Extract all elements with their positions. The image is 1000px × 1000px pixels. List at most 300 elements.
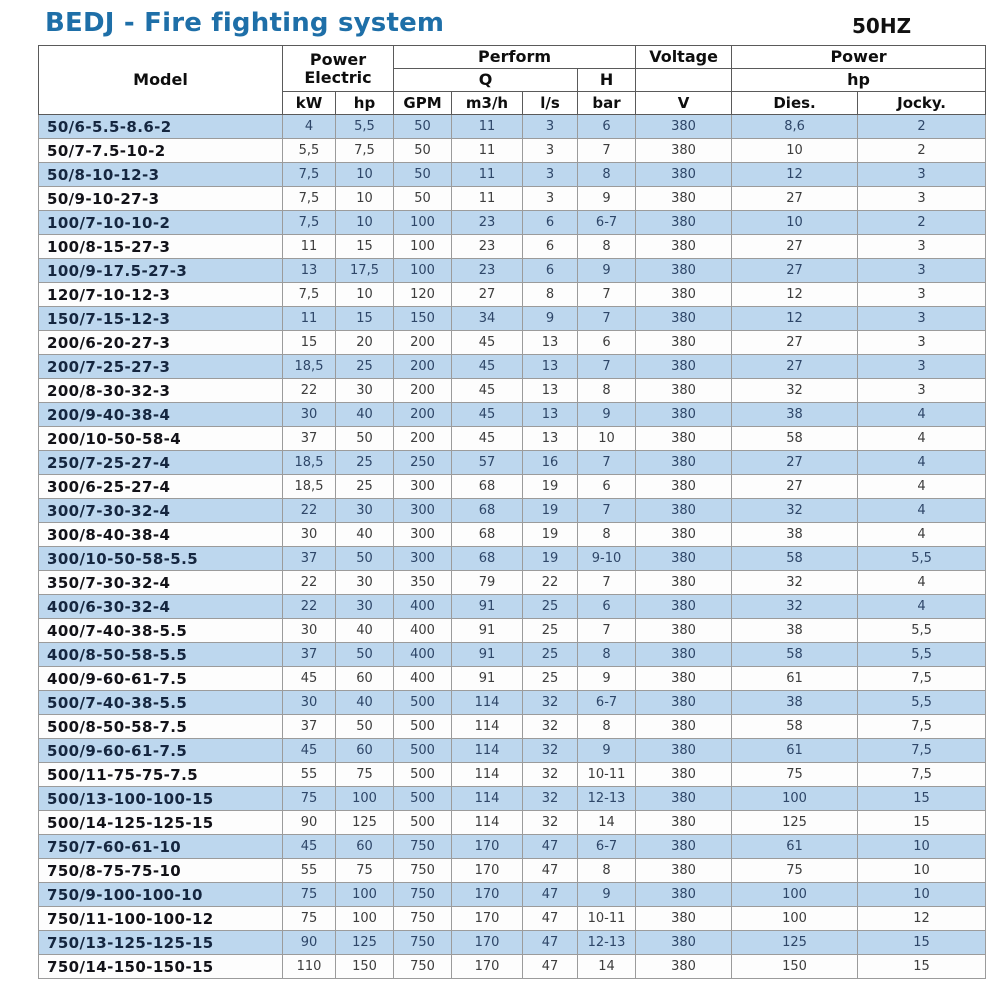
cell-value: 22 xyxy=(283,379,336,403)
cell-value: 380 xyxy=(636,835,732,859)
cell-value: 3 xyxy=(858,187,986,211)
cell-value: 10 xyxy=(732,139,858,163)
cell-model: 750/11-100-100-12 xyxy=(39,907,283,931)
cell-value: 15 xyxy=(858,955,986,979)
cell-value: 380 xyxy=(636,115,732,139)
cell-value: 68 xyxy=(452,523,523,547)
cell-value: 6 xyxy=(578,331,636,355)
cell-value: 380 xyxy=(636,163,732,187)
cell-value: 350 xyxy=(394,571,452,595)
cell-value: 40 xyxy=(336,523,394,547)
cell-value: 61 xyxy=(732,835,858,859)
col-header-kw: kW xyxy=(283,92,336,115)
cell-value: 27 xyxy=(732,187,858,211)
cell-value: 50 xyxy=(336,715,394,739)
cell-value: 5,5 xyxy=(858,643,986,667)
cell-value: 19 xyxy=(523,499,578,523)
cell-value: 2 xyxy=(858,115,986,139)
cell-value: 12 xyxy=(858,907,986,931)
cell-value: 27 xyxy=(732,235,858,259)
cell-value: 30 xyxy=(336,571,394,595)
cell-value: 37 xyxy=(283,547,336,571)
table-row xyxy=(39,811,986,835)
cell-value: 47 xyxy=(523,955,578,979)
cell-value: 500 xyxy=(394,691,452,715)
cell-value: 9 xyxy=(578,403,636,427)
table-row xyxy=(39,331,986,355)
cell-value: 58 xyxy=(732,427,858,451)
cell-value: 32 xyxy=(732,379,858,403)
cell-value: 7,5 xyxy=(283,163,336,187)
cell-value: 7 xyxy=(578,451,636,475)
cell-value: 7 xyxy=(578,283,636,307)
cell-value: 32 xyxy=(732,595,858,619)
cell-value: 380 xyxy=(636,955,732,979)
cell-value: 19 xyxy=(523,547,578,571)
cell-value: 170 xyxy=(452,835,523,859)
cell-model: 400/9-60-61-7.5 xyxy=(39,667,283,691)
cell-value: 380 xyxy=(636,355,732,379)
cell-value: 25 xyxy=(336,475,394,499)
col-header-m3h: m3/h xyxy=(452,92,523,115)
cell-value: 380 xyxy=(636,811,732,835)
col-header-ls: l/s xyxy=(523,92,578,115)
table-row xyxy=(39,571,986,595)
cell-model: 500/11-75-75-7.5 xyxy=(39,763,283,787)
cell-value: 38 xyxy=(732,523,858,547)
cell-value: 4 xyxy=(858,475,986,499)
cell-value: 60 xyxy=(336,739,394,763)
cell-value: 45 xyxy=(283,835,336,859)
cell-value: 300 xyxy=(394,523,452,547)
cell-value: 9 xyxy=(578,883,636,907)
cell-model: 200/9-40-38-4 xyxy=(39,403,283,427)
cell-value: 55 xyxy=(283,859,336,883)
cell-value: 13 xyxy=(523,427,578,451)
cell-value: 7,5 xyxy=(336,139,394,163)
cell-value: 170 xyxy=(452,859,523,883)
cell-model: 300/6-25-27-4 xyxy=(39,475,283,499)
cell-value: 4 xyxy=(858,403,986,427)
cell-value: 32 xyxy=(732,499,858,523)
cell-value: 16 xyxy=(523,451,578,475)
cell-value: 25 xyxy=(523,667,578,691)
cell-value: 30 xyxy=(283,691,336,715)
cell-value: 13 xyxy=(523,403,578,427)
cell-value: 3 xyxy=(858,307,986,331)
table-row xyxy=(39,547,986,571)
table-row xyxy=(39,235,986,259)
cell-model: 200/7-25-27-3 xyxy=(39,355,283,379)
cell-value: 380 xyxy=(636,931,732,955)
cell-value: 34 xyxy=(452,307,523,331)
cell-value: 45 xyxy=(452,331,523,355)
table-row xyxy=(39,307,986,331)
table-row xyxy=(39,115,986,139)
cell-value: 9 xyxy=(578,187,636,211)
cell-value: 3 xyxy=(858,259,986,283)
cell-value: 380 xyxy=(636,643,732,667)
cell-value: 11 xyxy=(452,187,523,211)
cell-value: 40 xyxy=(336,619,394,643)
cell-value: 15 xyxy=(336,235,394,259)
cell-value: 380 xyxy=(636,667,732,691)
col-header-voltage-spacer xyxy=(636,69,732,92)
cell-value: 380 xyxy=(636,523,732,547)
cell-value: 75 xyxy=(283,787,336,811)
table-row xyxy=(39,859,986,883)
cell-value: 18,5 xyxy=(283,355,336,379)
cell-value: 100 xyxy=(394,235,452,259)
cell-value: 8 xyxy=(578,859,636,883)
cell-value: 47 xyxy=(523,835,578,859)
table-row xyxy=(39,427,986,451)
cell-value: 150 xyxy=(732,955,858,979)
cell-value: 13 xyxy=(523,379,578,403)
cell-value: 114 xyxy=(452,691,523,715)
cell-value: 7,5 xyxy=(858,739,986,763)
cell-value: 4 xyxy=(858,523,986,547)
cell-value: 23 xyxy=(452,211,523,235)
cell-value: 400 xyxy=(394,619,452,643)
cell-value: 22 xyxy=(283,595,336,619)
cell-value: 25 xyxy=(336,451,394,475)
cell-value: 170 xyxy=(452,883,523,907)
cell-value: 50 xyxy=(394,139,452,163)
table-row xyxy=(39,715,986,739)
cell-value: 37 xyxy=(283,643,336,667)
cell-value: 750 xyxy=(394,883,452,907)
cell-value: 150 xyxy=(394,307,452,331)
cell-value: 7,5 xyxy=(283,211,336,235)
col-header-power: Power xyxy=(732,46,986,69)
cell-value: 170 xyxy=(452,931,523,955)
cell-value: 22 xyxy=(523,571,578,595)
cell-model: 100/9-17.5-27-3 xyxy=(39,259,283,283)
cell-value: 380 xyxy=(636,139,732,163)
cell-value: 50 xyxy=(336,427,394,451)
cell-value: 10 xyxy=(858,883,986,907)
frequency-label: 50HZ xyxy=(852,14,912,38)
cell-value: 75 xyxy=(283,883,336,907)
cell-value: 125 xyxy=(732,931,858,955)
cell-value: 14 xyxy=(578,811,636,835)
cell-value: 13 xyxy=(523,355,578,379)
cell-value: 22 xyxy=(283,571,336,595)
cell-value: 150 xyxy=(336,955,394,979)
cell-value: 68 xyxy=(452,547,523,571)
cell-value: 22 xyxy=(283,499,336,523)
cell-value: 8 xyxy=(578,523,636,547)
cell-model: 50/7-7.5-10-2 xyxy=(39,139,283,163)
cell-value: 7 xyxy=(578,619,636,643)
table-header xyxy=(39,46,986,115)
cell-value: 380 xyxy=(636,883,732,907)
cell-model: 150/7-15-12-3 xyxy=(39,307,283,331)
cell-value: 75 xyxy=(283,907,336,931)
cell-value: 380 xyxy=(636,331,732,355)
header-row-1 xyxy=(39,46,986,69)
col-header-hp: hp xyxy=(732,69,986,92)
cell-value: 750 xyxy=(394,907,452,931)
cell-value: 100 xyxy=(732,907,858,931)
cell-value: 380 xyxy=(636,739,732,763)
table-row xyxy=(39,883,986,907)
cell-value: 6 xyxy=(578,475,636,499)
col-header-hp-unit: hp xyxy=(336,92,394,115)
cell-value: 3 xyxy=(858,283,986,307)
cell-value: 200 xyxy=(394,403,452,427)
cell-value: 380 xyxy=(636,763,732,787)
cell-value: 50 xyxy=(336,547,394,571)
cell-value: 55 xyxy=(283,763,336,787)
cell-value: 300 xyxy=(394,475,452,499)
cell-value: 20 xyxy=(336,331,394,355)
cell-value: 5,5 xyxy=(858,691,986,715)
cell-value: 11 xyxy=(452,163,523,187)
cell-value: 250 xyxy=(394,451,452,475)
cell-value: 200 xyxy=(394,355,452,379)
page-title: BEDJ - Fire fighting system xyxy=(45,8,445,38)
cell-value: 11 xyxy=(283,235,336,259)
cell-value: 38 xyxy=(732,691,858,715)
cell-value: 6 xyxy=(578,115,636,139)
cell-value: 2 xyxy=(858,211,986,235)
cell-value: 50 xyxy=(394,187,452,211)
cell-value: 750 xyxy=(394,931,452,955)
cell-value: 68 xyxy=(452,499,523,523)
cell-value: 3 xyxy=(858,331,986,355)
cell-value: 380 xyxy=(636,547,732,571)
cell-value: 27 xyxy=(732,475,858,499)
table-row xyxy=(39,403,986,427)
cell-value: 45 xyxy=(452,427,523,451)
cell-value: 68 xyxy=(452,475,523,499)
cell-value: 100 xyxy=(336,787,394,811)
cell-value: 8 xyxy=(523,283,578,307)
cell-model: 250/7-25-27-4 xyxy=(39,451,283,475)
cell-value: 100 xyxy=(394,211,452,235)
cell-model: 200/6-20-27-3 xyxy=(39,331,283,355)
cell-value: 114 xyxy=(452,763,523,787)
cell-value: 30 xyxy=(336,379,394,403)
table-row xyxy=(39,379,986,403)
cell-value: 17,5 xyxy=(336,259,394,283)
table-row xyxy=(39,595,986,619)
cell-value: 58 xyxy=(732,547,858,571)
cell-model: 300/7-30-32-4 xyxy=(39,499,283,523)
cell-model: 300/10-50-58-5.5 xyxy=(39,547,283,571)
table-body xyxy=(39,115,986,979)
cell-value: 3 xyxy=(858,235,986,259)
power-electric-line2: Electric xyxy=(304,67,372,87)
cell-value: 25 xyxy=(523,643,578,667)
cell-value: 91 xyxy=(452,667,523,691)
cell-value: 380 xyxy=(636,451,732,475)
cell-value: 37 xyxy=(283,427,336,451)
table-row xyxy=(39,211,986,235)
cell-model: 500/14-125-125-15 xyxy=(39,811,283,835)
cell-value: 38 xyxy=(732,403,858,427)
cell-value: 61 xyxy=(732,667,858,691)
cell-value: 12-13 xyxy=(578,787,636,811)
cell-value: 110 xyxy=(283,955,336,979)
col-header-h: H xyxy=(578,69,636,92)
cell-value: 18,5 xyxy=(283,451,336,475)
cell-value: 4 xyxy=(858,499,986,523)
cell-value: 380 xyxy=(636,787,732,811)
table-row xyxy=(39,163,986,187)
cell-value: 200 xyxy=(394,427,452,451)
cell-value: 5,5 xyxy=(858,619,986,643)
cell-model: 350/7-30-32-4 xyxy=(39,571,283,595)
cell-value: 75 xyxy=(336,859,394,883)
cell-value: 6 xyxy=(523,211,578,235)
cell-value: 7 xyxy=(578,139,636,163)
cell-value: 380 xyxy=(636,283,732,307)
cell-value: 27 xyxy=(732,451,858,475)
col-header-perform: Perform xyxy=(394,46,636,69)
cell-value: 47 xyxy=(523,931,578,955)
cell-value: 3 xyxy=(523,115,578,139)
cell-value: 45 xyxy=(452,403,523,427)
cell-value: 300 xyxy=(394,547,452,571)
cell-value: 6-7 xyxy=(578,835,636,859)
cell-value: 114 xyxy=(452,739,523,763)
cell-value: 5,5 xyxy=(858,547,986,571)
cell-value: 400 xyxy=(394,595,452,619)
cell-model: 500/9-60-61-7.5 xyxy=(39,739,283,763)
cell-value: 9-10 xyxy=(578,547,636,571)
cell-value: 32 xyxy=(523,715,578,739)
cell-value: 7 xyxy=(578,499,636,523)
table-row xyxy=(39,643,986,667)
cell-value: 32 xyxy=(523,763,578,787)
cell-value: 380 xyxy=(636,499,732,523)
table-row xyxy=(39,931,986,955)
cell-value: 3 xyxy=(523,139,578,163)
cell-model: 200/8-30-32-3 xyxy=(39,379,283,403)
cell-value: 7 xyxy=(578,571,636,595)
cell-value: 25 xyxy=(523,595,578,619)
cell-value: 15 xyxy=(336,307,394,331)
cell-value: 27 xyxy=(452,283,523,307)
cell-value: 91 xyxy=(452,643,523,667)
cell-value: 6 xyxy=(523,259,578,283)
cell-value: 6 xyxy=(523,235,578,259)
cell-model: 50/9-10-27-3 xyxy=(39,187,283,211)
cell-value: 300 xyxy=(394,499,452,523)
cell-value: 3 xyxy=(523,187,578,211)
cell-value: 50 xyxy=(394,115,452,139)
cell-value: 5,5 xyxy=(283,139,336,163)
cell-value: 91 xyxy=(452,595,523,619)
cell-value: 13 xyxy=(523,331,578,355)
col-header-model: Model xyxy=(39,46,283,115)
cell-value: 8 xyxy=(578,379,636,403)
table-row xyxy=(39,283,986,307)
cell-value: 12 xyxy=(732,307,858,331)
cell-value: 125 xyxy=(732,811,858,835)
col-header-gpm: GPM xyxy=(394,92,452,115)
cell-value: 380 xyxy=(636,259,732,283)
cell-value: 8 xyxy=(578,643,636,667)
table-row xyxy=(39,787,986,811)
table-row xyxy=(39,619,986,643)
cell-value: 30 xyxy=(336,499,394,523)
cell-value: 7,5 xyxy=(858,667,986,691)
spec-table xyxy=(38,45,986,979)
cell-value: 10-11 xyxy=(578,763,636,787)
cell-value: 25 xyxy=(523,619,578,643)
cell-value: 500 xyxy=(394,787,452,811)
cell-value: 32 xyxy=(523,811,578,835)
cell-value: 750 xyxy=(394,859,452,883)
table-row xyxy=(39,667,986,691)
cell-value: 500 xyxy=(394,715,452,739)
cell-value: 380 xyxy=(636,187,732,211)
cell-value: 75 xyxy=(732,763,858,787)
cell-value: 45 xyxy=(452,355,523,379)
cell-value: 6-7 xyxy=(578,691,636,715)
cell-value: 380 xyxy=(636,307,732,331)
cell-value: 19 xyxy=(523,475,578,499)
cell-value: 3 xyxy=(858,379,986,403)
col-header-dies: Dies. xyxy=(732,92,858,115)
cell-value: 125 xyxy=(336,931,394,955)
cell-value: 12 xyxy=(732,163,858,187)
cell-value: 10-11 xyxy=(578,907,636,931)
cell-value: 114 xyxy=(452,715,523,739)
cell-value: 125 xyxy=(336,811,394,835)
table-row xyxy=(39,955,986,979)
cell-value: 170 xyxy=(452,955,523,979)
cell-value: 200 xyxy=(394,331,452,355)
cell-model: 750/13-125-125-15 xyxy=(39,931,283,955)
cell-value: 58 xyxy=(732,715,858,739)
cell-value: 23 xyxy=(452,235,523,259)
cell-value: 7,5 xyxy=(283,283,336,307)
cell-value: 47 xyxy=(523,883,578,907)
cell-model: 750/7-60-61-10 xyxy=(39,835,283,859)
power-electric-line1: Power xyxy=(309,49,367,69)
cell-value: 8 xyxy=(578,163,636,187)
cell-value: 6-7 xyxy=(578,211,636,235)
cell-value: 50 xyxy=(336,643,394,667)
col-header-power-electric xyxy=(283,46,394,92)
cell-value: 75 xyxy=(732,859,858,883)
cell-value: 5,5 xyxy=(336,115,394,139)
cell-value: 170 xyxy=(452,907,523,931)
cell-value: 380 xyxy=(636,571,732,595)
cell-value: 25 xyxy=(336,355,394,379)
cell-value: 32 xyxy=(523,691,578,715)
cell-value: 23 xyxy=(452,259,523,283)
cell-value: 750 xyxy=(394,955,452,979)
cell-model: 300/8-40-38-4 xyxy=(39,523,283,547)
cell-value: 12 xyxy=(732,283,858,307)
cell-value: 60 xyxy=(336,667,394,691)
cell-value: 50 xyxy=(394,163,452,187)
cell-value: 4 xyxy=(858,571,986,595)
cell-value: 7,5 xyxy=(283,187,336,211)
cell-model: 750/14-150-150-15 xyxy=(39,955,283,979)
cell-value: 10 xyxy=(732,211,858,235)
cell-value: 7 xyxy=(578,307,636,331)
cell-value: 4 xyxy=(283,115,336,139)
cell-value: 27 xyxy=(732,259,858,283)
cell-value: 380 xyxy=(636,619,732,643)
